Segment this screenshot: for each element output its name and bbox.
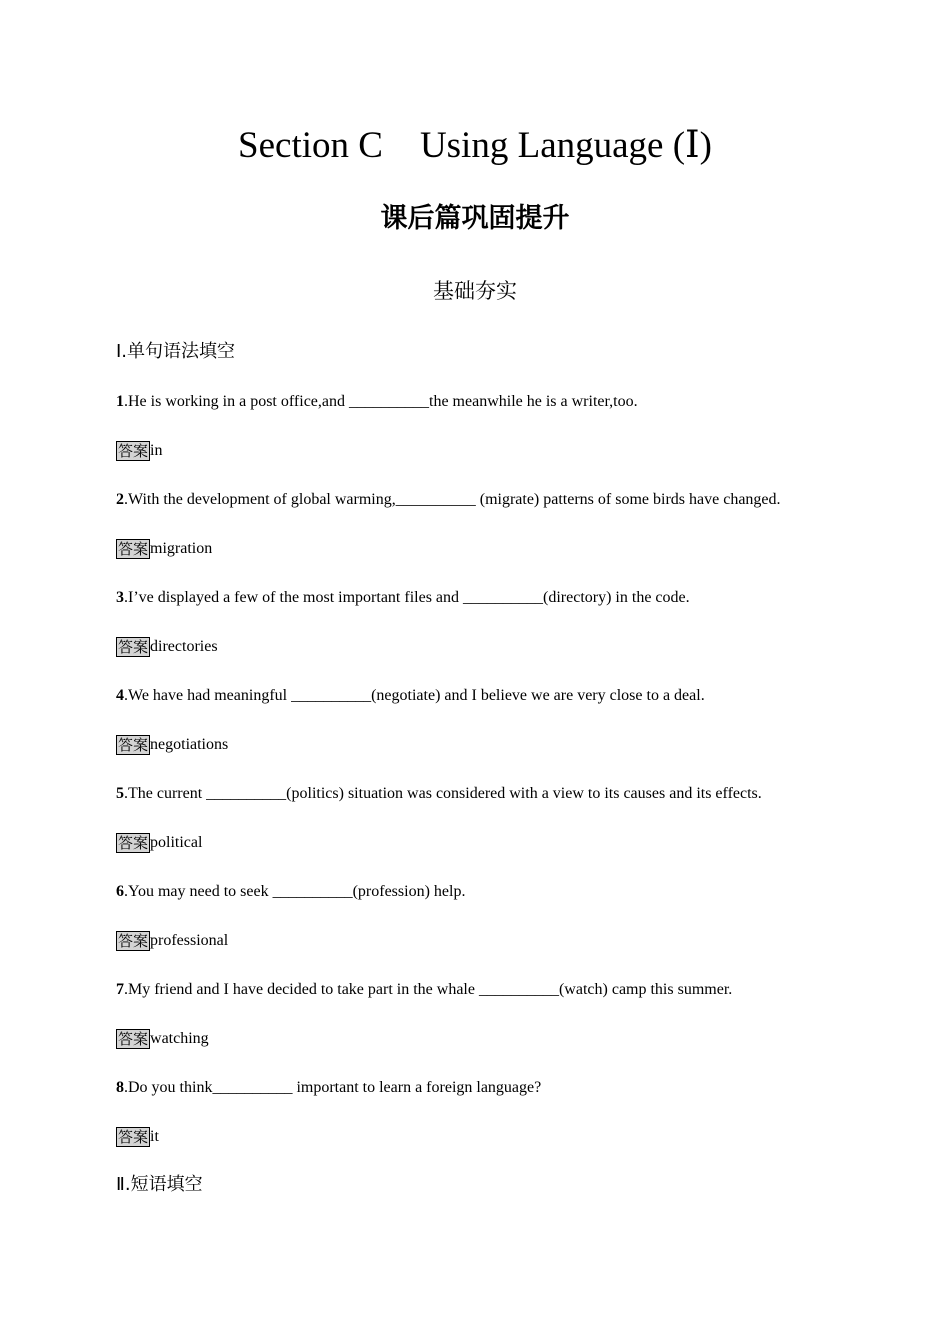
question-number: 8 <box>116 1079 124 1096</box>
question-5 <box>116 782 762 806</box>
question-text: .He is working in a post office,and __________the meanwhile he is a writer,too. <box>124 393 638 410</box>
answer-3 <box>116 635 218 659</box>
answer-label: 答案 <box>118 932 149 950</box>
answer-label: 答案 <box>118 1128 149 1146</box>
question-1 <box>116 390 638 414</box>
level-heading: 基础夯实 <box>433 279 517 303</box>
answer-1 <box>116 439 162 463</box>
question-number: 6 <box>116 883 124 900</box>
question-number: 7 <box>116 981 124 998</box>
question-text: .With the development of global warming,__________ (migrate) patterns of some birds have changed. <box>124 491 781 508</box>
question-number: 3 <box>116 589 124 606</box>
answer-text: in <box>150 442 163 459</box>
answer-label: 答案 <box>118 736 149 754</box>
answer-text: it <box>150 1128 159 1145</box>
question-2 <box>116 488 781 512</box>
answer-2 <box>116 537 212 561</box>
part-heading-phrase-fill: Ⅱ.短语填空 <box>116 1174 203 1195</box>
question-6 <box>116 880 465 904</box>
part-heading-grammar-fill: Ⅰ.单句语法填空 <box>116 341 236 362</box>
question-number: 2 <box>116 491 124 508</box>
answer-4 <box>116 733 228 757</box>
answer-6 <box>116 929 228 953</box>
question-text: .The current __________(politics) situation was considered with a view to its causes and its effects. <box>124 785 762 802</box>
answer-8 <box>116 1125 159 1149</box>
question-text: .My friend and I have decided to take part in the whale __________(watch) camp this summer. <box>124 981 733 998</box>
answer-text: political <box>150 834 203 851</box>
question-number: 1 <box>116 393 124 410</box>
answer-text: watching <box>150 1030 209 1047</box>
question-8 <box>116 1076 541 1100</box>
question-3 <box>116 586 690 610</box>
question-text: .You may need to seek __________(profession) help. <box>124 883 466 900</box>
question-text: .Do you think__________ important to learn a foreign language? <box>124 1079 542 1096</box>
question-number: 4 <box>116 687 124 704</box>
answer-label: 答案 <box>118 540 149 558</box>
answer-text: directories <box>150 638 218 655</box>
answer-label: 答案 <box>118 834 149 852</box>
question-text: .We have had meaningful __________(negotiate) and I believe we are very close to a deal. <box>124 687 705 704</box>
question-text: .I’ve displayed a few of the most important files and __________(directory) in the code. <box>124 589 690 606</box>
answer-label: 答案 <box>118 442 149 460</box>
page-title: Section C Using Language (Ⅰ) <box>238 125 712 166</box>
answer-text: negotiations <box>150 736 229 753</box>
question-4 <box>116 684 705 708</box>
question-7 <box>116 978 732 1002</box>
page-subtitle: 课后篇巩固提升 <box>380 203 570 234</box>
answer-text: professional <box>150 932 229 949</box>
answer-5 <box>116 831 202 855</box>
question-number: 5 <box>116 785 124 802</box>
answer-7 <box>116 1027 209 1051</box>
answer-label: 答案 <box>118 1030 149 1048</box>
answer-label: 答案 <box>118 638 149 656</box>
answer-text: migration <box>150 540 213 557</box>
